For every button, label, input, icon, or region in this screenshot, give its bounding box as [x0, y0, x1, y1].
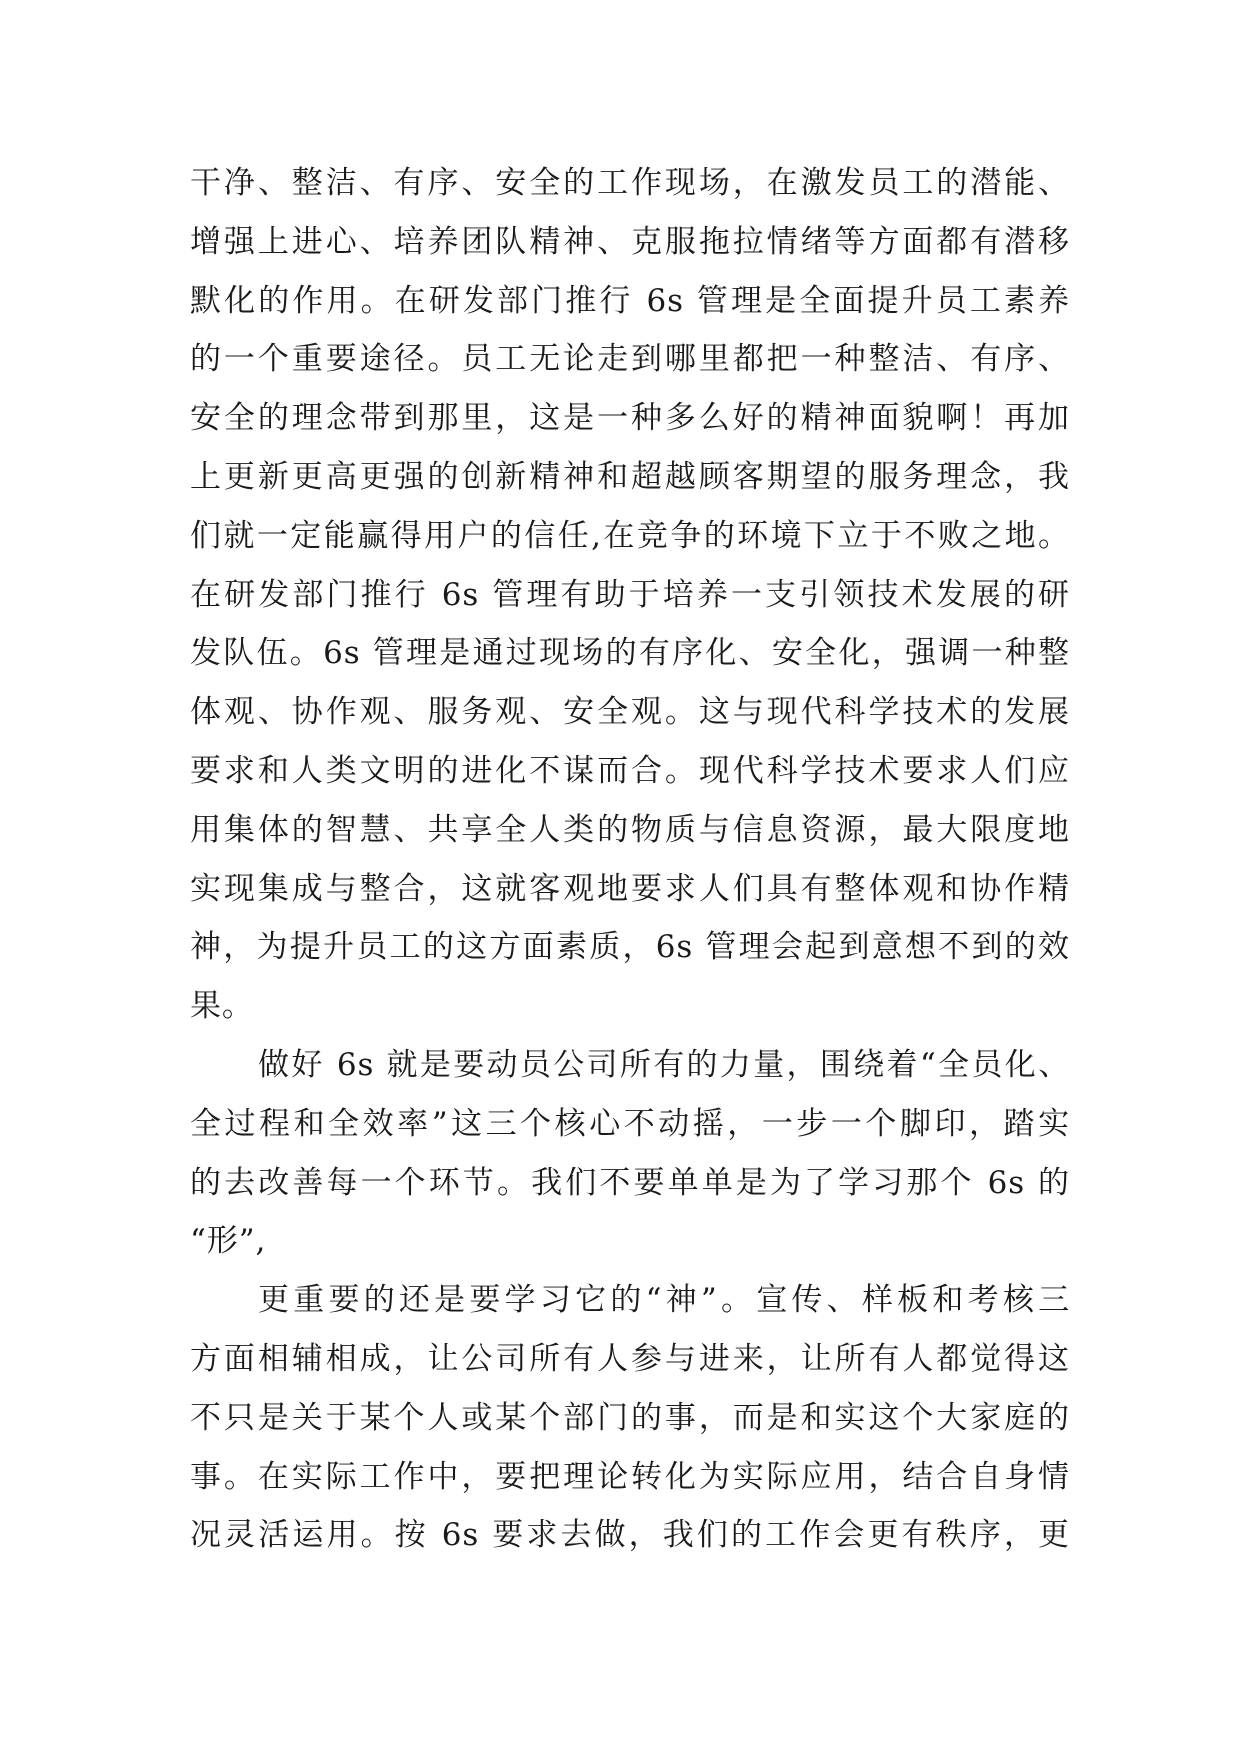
paragraph-1-line-13: 实现集成与整合，这就客观地要求人们具有整体观和协作精 — [190, 870, 1070, 907]
paragraph-1-line-10: 体观、协作观、服务观、安全观。这与现代科学技术的发展 — [190, 694, 1070, 731]
paragraph-1-line-9: 发队伍。6s 管理是通过现场的有序化、安全化，强调一种整 — [190, 635, 1070, 672]
paragraph-3-line-2: 方面相辅相成，让公司所有人参与进来，让所有人都觉得这 — [190, 1340, 1070, 1377]
paragraph-2-line-1: 做好 6s 就是要动员公司所有的力量，围绕着“全员化、 — [258, 1046, 1070, 1083]
paragraph-1-line-11: 要求和人类文明的进化不谋而合。现代科学技术要求人们应 — [190, 752, 1070, 789]
paragraph-1-line-3: 默化的作用。在研发部门推行 6s 管理是全面提升员工素养 — [190, 282, 1070, 319]
paragraph-1-line-12: 用集体的智慧、共享全人类的物质与信息资源，最大限度地 — [190, 811, 1070, 848]
paragraph-1-line-15: 果。 — [190, 988, 254, 1025]
paragraph-1-line-1: 干净、整洁、有序、安全的工作现场，在激发员工的潜能、 — [190, 165, 1070, 201]
paragraph-3-line-4: 事。在实际工作中，要把理论转化为实际应用，结合自身情 — [190, 1458, 1070, 1495]
paragraph-3-line-3: 不只是关于某个人或某个部门的事，而是和实这个大家庭的 — [190, 1399, 1070, 1436]
paragraph-2-line-3: 的去改善每一个环节。我们不要单单是为了学习那个 6s 的 — [190, 1164, 1070, 1201]
body-text — [190, 154, 1070, 1565]
paragraph-1-line-2: 增强上进心、培养团队精神、克服拖拉情绪等方面都有潜移 — [190, 223, 1070, 260]
paragraph-1-line-7: 们就一定能赢得用户的信任,在竞争的环境下立于不败之地。 — [190, 517, 1070, 554]
paragraph-1-line-6: 上更新更高更强的创新精神和超越顾客期望的服务理念，我 — [190, 458, 1070, 495]
paragraph-2-line-2: 全过程和全效率”这三个核心不动摇，一步一个脚印，踏实 — [190, 1105, 1070, 1142]
paragraph-1-line-4: 的一个重要途径。员工无论走到哪里都把一种整洁、有序、 — [190, 341, 1070, 378]
paragraph-1-line-5: 安全的理念带到那里，这是一种多么好的精神面貌啊！再加 — [190, 400, 1070, 437]
paragraph-3-line-1: 更重要的还是要学习它的“神”。宣传、样板和考核三 — [258, 1282, 1070, 1319]
paragraph-1-line-8: 在研发部门推行 6s 管理有助于培养一支引领技术发展的研 — [190, 576, 1070, 613]
paragraph-3-line-5: 况灵活运用。按 6s 要求去做，我们的工作会更有秩序，更 — [190, 1517, 1070, 1554]
paragraph-1-line-14: 神，为提升员工的这方面素质，6s 管理会起到意想不到的效 — [190, 929, 1070, 966]
paragraph-2-line-4: “形”, — [190, 1223, 267, 1260]
